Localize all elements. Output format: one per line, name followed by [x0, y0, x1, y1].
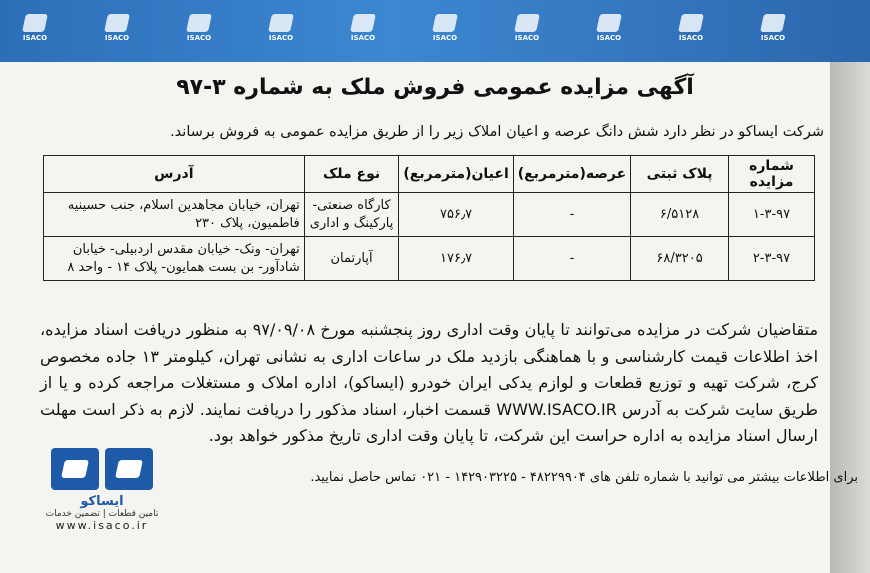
cell-property-type: کارگاه صنعتی- پارکینگ و اداری — [304, 193, 399, 237]
page-edge — [830, 62, 870, 573]
col-header-plate: پلاک ثبتی — [631, 156, 729, 193]
table-header-row — [44, 156, 815, 193]
properties-table — [43, 155, 815, 281]
cell-building-area: ۱۷۶٫۷ — [399, 237, 513, 281]
isaco-logo-icon: ISACO — [18, 14, 52, 44]
isaco-logo-icon: ISACO — [428, 14, 462, 44]
header-banner — [0, 0, 870, 62]
isaco-logo-icon: ISACO — [346, 14, 380, 44]
cell-property-type: آپارتمان — [304, 237, 399, 281]
contact-line: برای اطلاعات بیشتر می توانید با شماره تلفن های ۴۸۲۲۹۹۰۴ - ۱۴۲۹۰۳۲۲۵ - ۰۲۱ تماس حاصل نمایید. — [310, 470, 858, 485]
isaco-logo-icon: ISACO — [592, 14, 626, 44]
brand-slogan: تامین قطعات | تضمین خدمات — [45, 509, 159, 519]
brand-name: ایساکو — [80, 494, 124, 509]
cell-plate: ۶۸/۳۲۰۵ — [631, 237, 729, 281]
col-header-building-area: اعیان(مترمربع) — [399, 156, 513, 193]
cell-address: تهران- ونک- خیابان مقدس اردبیلی- خیابان شادآور- بن بست همایون- پلاک ۱۴ - واحد ۸ — [44, 237, 305, 281]
isaco-logo-icon — [51, 448, 99, 490]
notice-intro: شرکت ایساکو در نظر دارد شش دانگ عرصه و اعیان املاک زیر را از طریق مزایده عمومی به فروش برساند. — [170, 124, 824, 140]
col-header-address: آدرس — [44, 156, 305, 193]
cell-land-area: - — [513, 237, 630, 281]
table-row — [44, 237, 815, 281]
cell-address: تهران، خیابان مجاهدین اسلام، جنب حسینیه فاطمیون، پلاک ۲۳۰ — [44, 193, 305, 237]
isaco-logo-icon: ISACO — [100, 14, 134, 44]
isaco-logo-icon: ISACO — [674, 14, 708, 44]
cell-plate: ۶/۵۱۲۸ — [631, 193, 729, 237]
cell-land-area: - — [513, 193, 630, 237]
col-header-land-area: عرصه(مترمربع) — [513, 156, 630, 193]
table-row — [44, 193, 815, 237]
cell-auction-no: ۱-۳-۹۷ — [728, 193, 814, 237]
brand-block — [40, 448, 164, 548]
col-header-property-type: نوع ملک — [304, 156, 399, 193]
isaco-logo-icon: ISACO — [182, 14, 216, 44]
notice-title: آگهی مزایده عمومی فروش ملک به شماره ۳-۹۷ — [176, 75, 694, 100]
isaco-logo-icon: ISACO — [264, 14, 298, 44]
isaco-logo-icon: ISACO — [510, 14, 544, 44]
cell-building-area: ۷۵۶٫۷ — [399, 193, 513, 237]
isaco-logo-icon — [105, 448, 153, 490]
isaco-logo-icon: ISACO — [756, 14, 790, 44]
brand-website: www.isaco.ir — [55, 519, 149, 532]
col-header-auction-no: شماره مزایده — [728, 156, 814, 193]
notice-body: متقاضیان شرکت در مزایده می‌توانند تا پایان وقت اداری روز پنجشنبه مورخ ۹۷/۰۹/۰۸ به منظور دریافت اسناد مزایده، اخذ اطلاعات قیمت کارشناسی و با هماهنگی بازدید ملک در ساعات اداری به نشانی تهران، کیلومتر ۱۳ جاده مخصوص کرج، شرکت تهیه و توزیع قطعات و لوازم یدکی ایران خودرو (ایساکو)، اداره املاک و مستغلات مراجعه کرده و یا از طریق سایت شرکت به آدرس WWW.ISACO.IR قسمت اخبار، اسناد مذکور را دریافت نمایند. لازم به ذکر است مهلت ارسال اسناد مزایده به اداره حراست این شرکت، تا پایان وقت اداری تاریخ مذکور خواهد بود. — [40, 320, 819, 445]
cell-auction-no: ۲-۳-۹۷ — [728, 237, 814, 281]
